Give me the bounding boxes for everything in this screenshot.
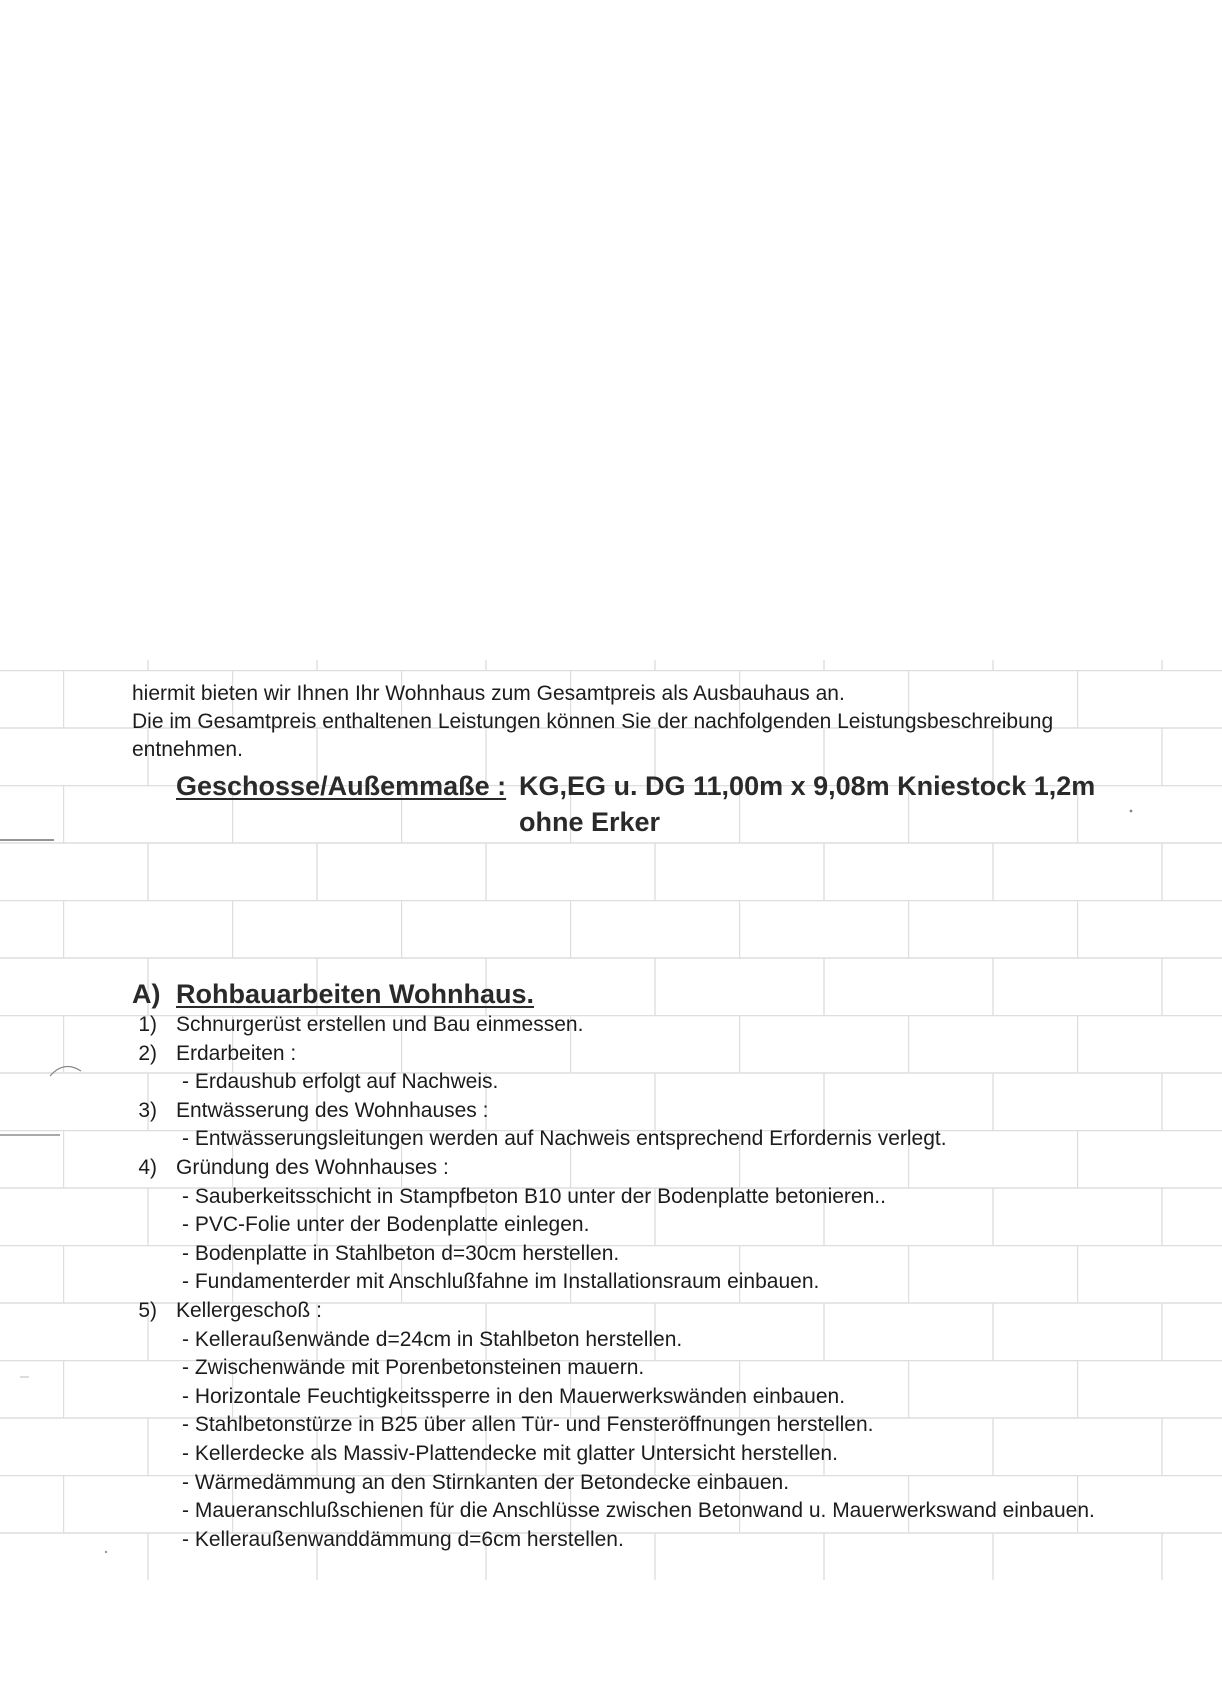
list-subitem-text: - PVC-Folie unter der Bodenplatte einlegen. <box>182 1213 590 1237</box>
list-subitem <box>0 1383 1222 1412</box>
list-subitem-text: - Horizontale Feuchtigkeitssperre in den Mauerwerkswänden einbauen. <box>182 1384 846 1408</box>
list-subitem <box>0 1526 1222 1555</box>
list-subitem-text: - Entwässerungsleitungen werden auf Nachweis entsprechend Erfordernis verlegt. <box>182 1127 947 1151</box>
list-item-number: 5) <box>138 1298 157 1322</box>
intro-line: hiermit bieten wir Ihnen Ihr Wohnhaus zum Gesamtpreis als Ausbauhaus an. <box>132 682 845 705</box>
intro-paragraph <box>132 680 1053 764</box>
list-item <box>0 1011 1222 1040</box>
list-subitem <box>0 1497 1222 1526</box>
list-subitem <box>0 1469 1222 1498</box>
list-subitem-text: - Wärmedämmung an den Stirnkanten der Betondecke einbauen. <box>182 1470 790 1494</box>
list-item-text: Gründung des Wohnhauses : <box>176 1155 449 1179</box>
list-item-text: Schnurgerüst erstellen und Bau einmessen. <box>176 1013 584 1036</box>
dimensions-value <box>519 768 1095 840</box>
list-subitem-text: - Zwischenwände mit Porenbetonsteinen mauern. <box>182 1356 645 1380</box>
list-subitem-text: - Fundamenterder mit Anschlußfahne im Installationsraum einbauen. <box>182 1270 820 1294</box>
list-subitem-text: - Maueranschlußschienen für die Anschlüsse zwischen Betonwand u. Mauerwerkswand einbauen. <box>182 1499 1095 1523</box>
dimensions-value-line: KG,EG u. DG 11,00m x 9,08m Kniestock 1,2m <box>519 771 1096 801</box>
list-item <box>0 1154 1222 1183</box>
list-item-text: Erdarbeiten : <box>176 1041 297 1065</box>
list-item <box>0 1297 1222 1326</box>
list-item <box>0 1040 1222 1069</box>
list-subitem-text: - Kelleraußenwanddämmung d=6cm herstellen. <box>182 1527 624 1551</box>
list-item-number: 2) <box>138 1041 157 1065</box>
intro-line: Die im Gesamtpreis enthaltenen Leistungen können Sie der nachfolgenden Leistungsbeschreibung <box>132 710 1054 733</box>
list-subitem-text: - Stahlbetonstürze in B25 über allen Tür- und Fensteröffnungen herstellen. <box>182 1413 874 1437</box>
list-subitem <box>0 1268 1222 1297</box>
list-item <box>0 1097 1222 1126</box>
list-subitem <box>0 1240 1222 1269</box>
section-title: Rohbauarbeiten Wohnhaus. <box>176 979 535 1009</box>
list-subitem <box>0 1440 1222 1469</box>
list-subitem <box>0 1354 1222 1383</box>
section-marker: A) <box>132 979 161 1009</box>
list-subitem-text: - Kelleraußenwände d=24cm in Stahlbeton herstellen. <box>182 1327 683 1351</box>
list-subitem <box>0 1125 1222 1154</box>
list-subitem <box>0 1183 1222 1212</box>
list-item-number: 1) <box>138 1013 157 1036</box>
list-subitem-text: - Kellerdecke als Massiv-Plattendecke mit glatter Untersicht herstellen. <box>182 1441 838 1465</box>
dimensions-value-line: ohne Erker <box>519 807 661 837</box>
list-subitem <box>0 1068 1222 1097</box>
list-item-number: 4) <box>138 1155 157 1179</box>
list-item-text: Entwässerung des Wohnhauses : <box>176 1098 489 1122</box>
list-subitem-text: - Bodenplatte in Stahlbeton d=30cm herstellen. <box>182 1241 620 1265</box>
intro-line: entnehmen. <box>132 738 243 761</box>
list-subitem-text: - Erdaushub erfolgt auf Nachweis. <box>182 1070 499 1094</box>
list-subitem <box>0 1326 1222 1355</box>
list-item-text: Kellergeschoß : <box>176 1298 322 1322</box>
dimensions-label: Geschosse/Außemmaße : <box>176 771 507 801</box>
list-subitem-text: - Sauberkeitsschicht in Stampfbeton B10 unter der Bodenplatte betonieren.. <box>182 1184 886 1208</box>
list-subitem <box>0 1411 1222 1440</box>
list-item-number: 3) <box>138 1098 157 1122</box>
work-items-list <box>0 1011 1222 1554</box>
list-subitem <box>0 1211 1222 1240</box>
